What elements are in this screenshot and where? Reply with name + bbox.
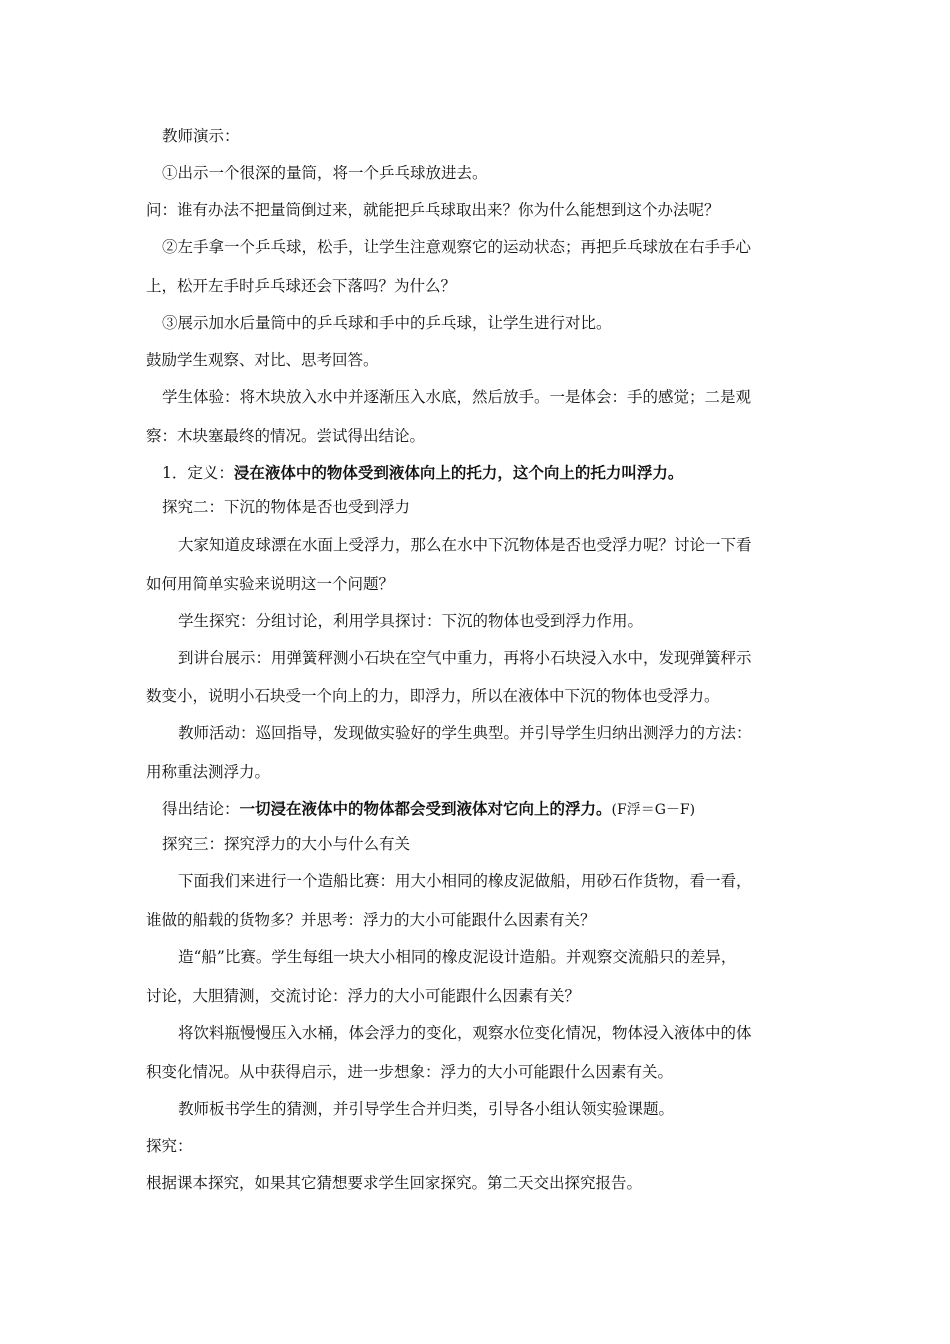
conclusion-formula: (F浮＝G－F) (611, 802, 696, 818)
paragraph-line: 谁做的船载的货物多？并思考：浮力的大小可能跟什么因素有关？ (146, 911, 596, 929)
paragraph-line: 教师板书学生的猜测，并引导学生合并归类，引导各小组认领实验课题。 (178, 1100, 675, 1118)
paragraph-line: 造“船”比赛。学生每组一块大小相同的橡皮泥设计造船。并观察交流船只的差异， (178, 948, 737, 966)
paragraph-line: 将饮料瓶慢慢压入水桶，体会浮力的变化，观察水位变化情况，物体浸入液体中的体 (178, 1024, 752, 1042)
paragraph-line: ①出示一个很深的量筒，将一个乒乓球放进去。 (162, 164, 488, 182)
paragraph-line: 教师活动：巡回指导，发现做实验好的学生典型。并引导学生归纳出测浮力的方法： (178, 724, 752, 742)
conclusion-text: 一切浸在液体中的物体都会受到液体对它向上的浮力。 (239, 799, 612, 818)
paragraph-line: 数变小，说明小石块受一个向上的力，即浮力，所以在液体中下沉的物体也受浮力。 (146, 687, 720, 705)
paragraph-line: 学生探究：分组讨论，利用学具探讨：下沉的物体也受到浮力作用。 (178, 612, 644, 630)
paragraph-line: ②左手拿一个乒乓球，松手，让学生注意观察它的运动状态；再把乒乓球放在右手手心 (162, 238, 752, 256)
paragraph-line: 根据课本探究，如果其它猜想要求学生回家探究。第二天交出探究报告。 (146, 1174, 643, 1192)
paragraph-line: 用称重法测浮力。 (146, 763, 271, 781)
paragraph-line: 下面我们来进行一个造船比赛：用大小相同的橡皮泥做船，用砂石作货物，看一看， (178, 872, 752, 890)
paragraph-line: 如何用简单实验来说明这一个问题？ (146, 575, 395, 593)
paragraph-line: ③展示加水后量筒中的乒乓球和手中的乒乓球，让学生进行对比。 (162, 314, 612, 332)
conclusion-prefix: 得出结论： (162, 800, 240, 818)
paragraph-line: 鼓励学生观察、对比、思考回答。 (146, 351, 379, 369)
paragraph-line: 大家知道皮球漂在水面上受浮力，那么在水中下沉物体是否也受浮力呢？讨论一下看 (178, 536, 752, 554)
section-heading: 探究二：下沉的物体是否也受到浮力 (162, 498, 411, 516)
paragraph-line: 教师演示： (162, 127, 240, 145)
paragraph-line: 问：谁有办法不把量筒倒过来，就能把乒乓球取出来？你为什么能想到这个办法呢？ (146, 201, 720, 219)
paragraph-line: 积变化情况。从中获得启示，进一步想象：浮力的大小可能跟什么因素有关。 (146, 1063, 674, 1081)
paragraph-line: 探究： (146, 1137, 193, 1155)
section-heading: 探究三：探究浮力的大小与什么有关 (162, 835, 411, 853)
definition-line (162, 463, 822, 483)
definition-prefix: 1．定义： (162, 464, 234, 482)
definition-text: 浸在液体中的物体受到液体向上的托力，这个向上的托力叫浮力。 (233, 463, 684, 482)
paragraph-line: 讨论，大胆猜测，交流讨论：浮力的大小可能跟什么因素有关？ (146, 987, 581, 1005)
conclusion-line (162, 799, 822, 820)
paragraph-line: 学生体验：将木块放入水中并逐渐压入水底，然后放手。一是体会：手的感觉；二是观 (162, 388, 752, 406)
paragraph-line: 上，松开左手时乒乓球还会下落吗？为什么？ (146, 277, 457, 295)
paragraph-line: 察：木块塞最终的情况。尝试得出结论。 (146, 427, 426, 445)
paragraph-line: 到讲台展示：用弹簧秤测小石块在空气中重力，再将小石块浸入水中，发现弹簧秤示 (178, 649, 752, 667)
